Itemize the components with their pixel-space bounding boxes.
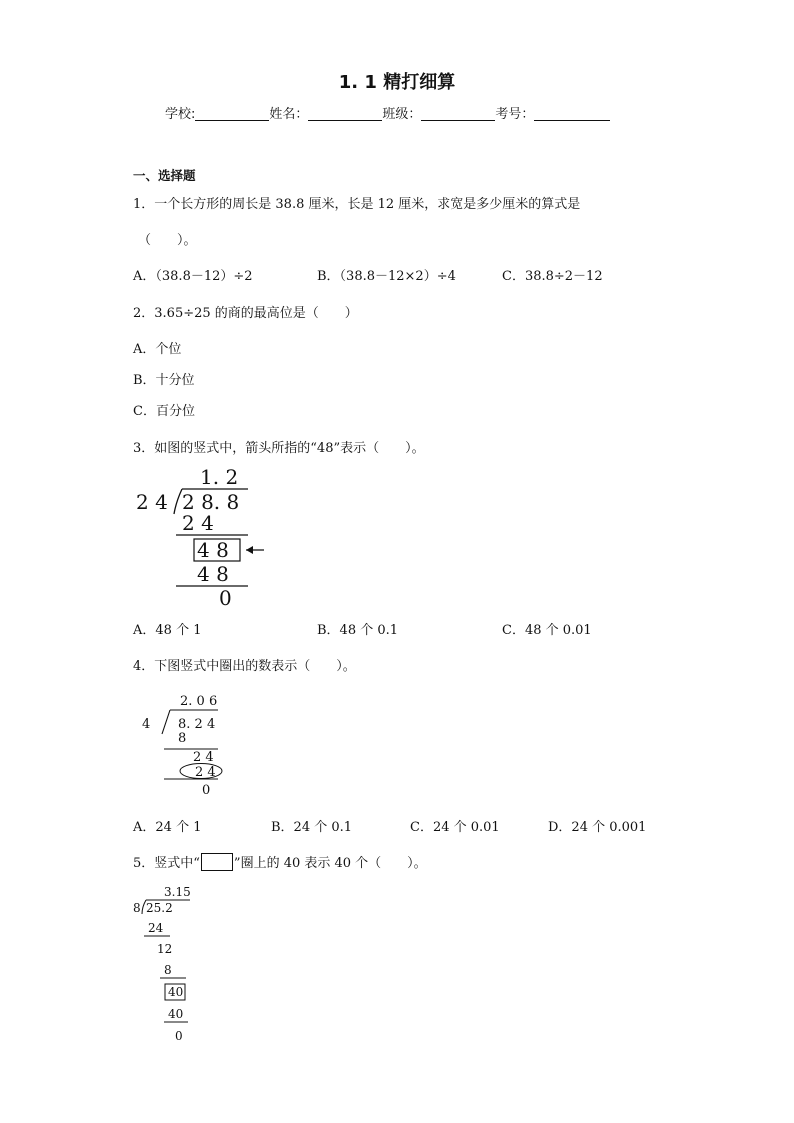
question-3-option-c[interactable]: C．48 个 0.01 <box>502 623 592 638</box>
question-1-option-b[interactable]: B．（38.8－12×2）÷4 <box>317 269 456 284</box>
q3-row-1: 2 4 <box>182 511 214 535</box>
question-1-stem-blank: （ ）。 <box>138 233 197 248</box>
question-2-stem: 2．3.65÷25 的商的最高位是（ ） <box>133 306 358 321</box>
q3-row-2: 4 8 <box>197 538 229 562</box>
q3-row-4: 0 <box>219 586 232 610</box>
student-info-line <box>165 103 610 122</box>
q3-bracket <box>174 489 182 514</box>
q3-quotient: 1. 2 <box>200 465 239 489</box>
q4-quotient: 2. 0 6 <box>180 694 218 709</box>
page-title: 1. 1 精打细算 <box>338 72 456 93</box>
q5-row-4: 40 <box>168 985 184 999</box>
question-4-option-c[interactable]: C．24 个 0.01 <box>410 820 500 835</box>
q4-row-3: 2 4 <box>195 765 216 780</box>
q5-quotient: 3.15 <box>164 885 191 899</box>
exam-no-label: 考号： <box>495 107 535 122</box>
q4-bracket <box>162 710 170 734</box>
question-4-stem: 4．下图竖式中圈出的数表示（ ）。 <box>133 659 356 674</box>
q4-dividend: 8. 2 4 <box>178 717 216 732</box>
q5-row-3: 8 <box>164 963 172 977</box>
question-3-stem: 3．如图的竖式中，箭头所指的“48”表示（ ）。 <box>133 441 425 456</box>
question-2-option-c[interactable]: C．百分位 <box>133 404 195 419</box>
arrow-left-icon <box>246 546 253 554</box>
question-5-long-division <box>130 880 210 1050</box>
q3-row-3: 4 8 <box>197 562 229 586</box>
q5-inline-box <box>201 853 233 871</box>
q5-divisor: 8 <box>133 901 141 915</box>
question-3-option-b[interactable]: B．48 个 0.1 <box>317 623 399 638</box>
question-1-option-c[interactable]: C．38.8÷2－12 <box>502 269 603 284</box>
q5-row-5: 40 <box>168 1007 184 1021</box>
q4-divisor: 4 <box>142 717 151 732</box>
q5-stem-post: ”圈上的 40 表示 40 个（ ）。 <box>233 856 427 871</box>
name-label: 姓名： <box>269 107 309 122</box>
question-5-stem <box>133 852 427 871</box>
question-1-stem: 1．一个长方形的周长是 38.8 厘米，长是 12 厘米，求宽是多少厘米的算式是 <box>133 197 581 212</box>
q3-divisor: 2 4 <box>136 490 168 514</box>
q5-row-6: 0 <box>175 1029 183 1043</box>
q4-row-1: 8 <box>178 731 187 746</box>
class-label: 班级： <box>382 107 422 122</box>
q5-stem-pre: 5．竖式中“ <box>133 856 200 871</box>
question-4-option-a[interactable]: A．24 个 1 <box>133 820 202 835</box>
q4-row-4: 0 <box>202 783 211 798</box>
question-4-long-division <box>130 688 240 803</box>
q3-dividend: 2 8. 8 <box>182 490 240 514</box>
question-2-option-a[interactable]: A．个位 <box>133 342 182 357</box>
question-3-long-division <box>130 462 280 612</box>
question-3-option-a[interactable]: A．48 个 1 <box>133 623 202 638</box>
question-4-option-d[interactable]: D．24 个 0.001 <box>548 820 647 835</box>
exam-no-blank[interactable] <box>534 106 610 121</box>
school-blank[interactable] <box>195 106 269 121</box>
class-blank[interactable] <box>421 106 495 121</box>
school-label: 学校: <box>165 107 196 122</box>
q5-row-1: 24 <box>148 921 164 935</box>
question-2-option-b[interactable]: B．十分位 <box>133 373 195 388</box>
name-blank[interactable] <box>308 106 382 121</box>
question-1-option-a[interactable]: A．（38.8－12）÷2 <box>133 269 253 284</box>
question-4-option-b[interactable]: B．24 个 0.1 <box>271 820 353 835</box>
section-heading: 一、选择题 <box>133 168 196 183</box>
q5-row-2: 12 <box>157 942 173 956</box>
q4-row-2: 2 4 <box>193 750 214 765</box>
q5-dividend: 25.2 <box>146 901 173 915</box>
